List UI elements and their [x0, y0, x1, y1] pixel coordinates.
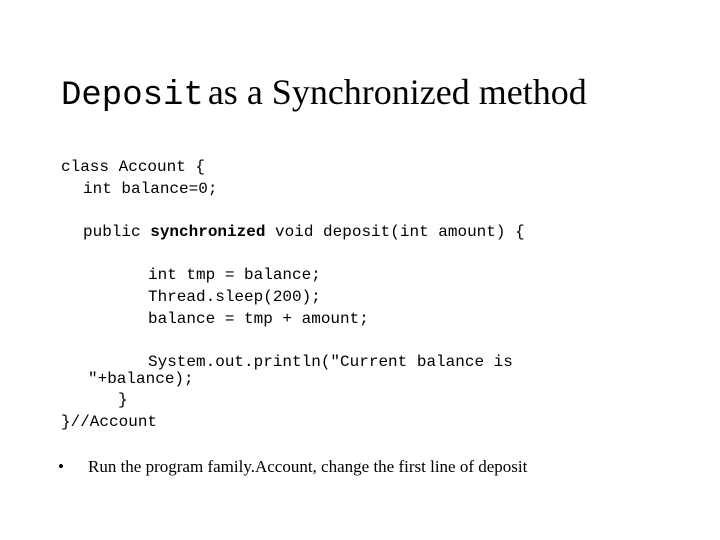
code-line-assign: balance = tmp + amount; — [148, 310, 369, 328]
bullet-symbol: • — [58, 457, 64, 476]
bullet-item — [58, 456, 527, 478]
synchronized-keyword: synchronized — [150, 223, 266, 241]
code-line-field: int balance=0; — [83, 180, 218, 198]
code-line-method-close: } — [118, 391, 128, 409]
code-line-tmp: int tmp = balance; — [148, 266, 321, 284]
title-text: as a Synchronized method — [207, 72, 587, 112]
code-line-println: System.out.println("Current balance is — [148, 353, 513, 371]
method-rest: void deposit(int amount) { — [265, 223, 525, 241]
code-line-class: class Account { — [61, 158, 206, 176]
slide-title — [61, 68, 587, 124]
title-code-word: Deposit — [61, 77, 204, 115]
method-modifier: public — [83, 223, 151, 241]
code-line-sleep: Thread.sleep(200); — [148, 288, 321, 306]
code-line-println-cont: "+balance); — [88, 370, 194, 388]
code-line-method-signature — [83, 222, 525, 242]
code-line-class-close: }//Account — [61, 413, 158, 431]
bullet-text: Run the program family.Account, change the first line of deposit — [88, 457, 528, 476]
